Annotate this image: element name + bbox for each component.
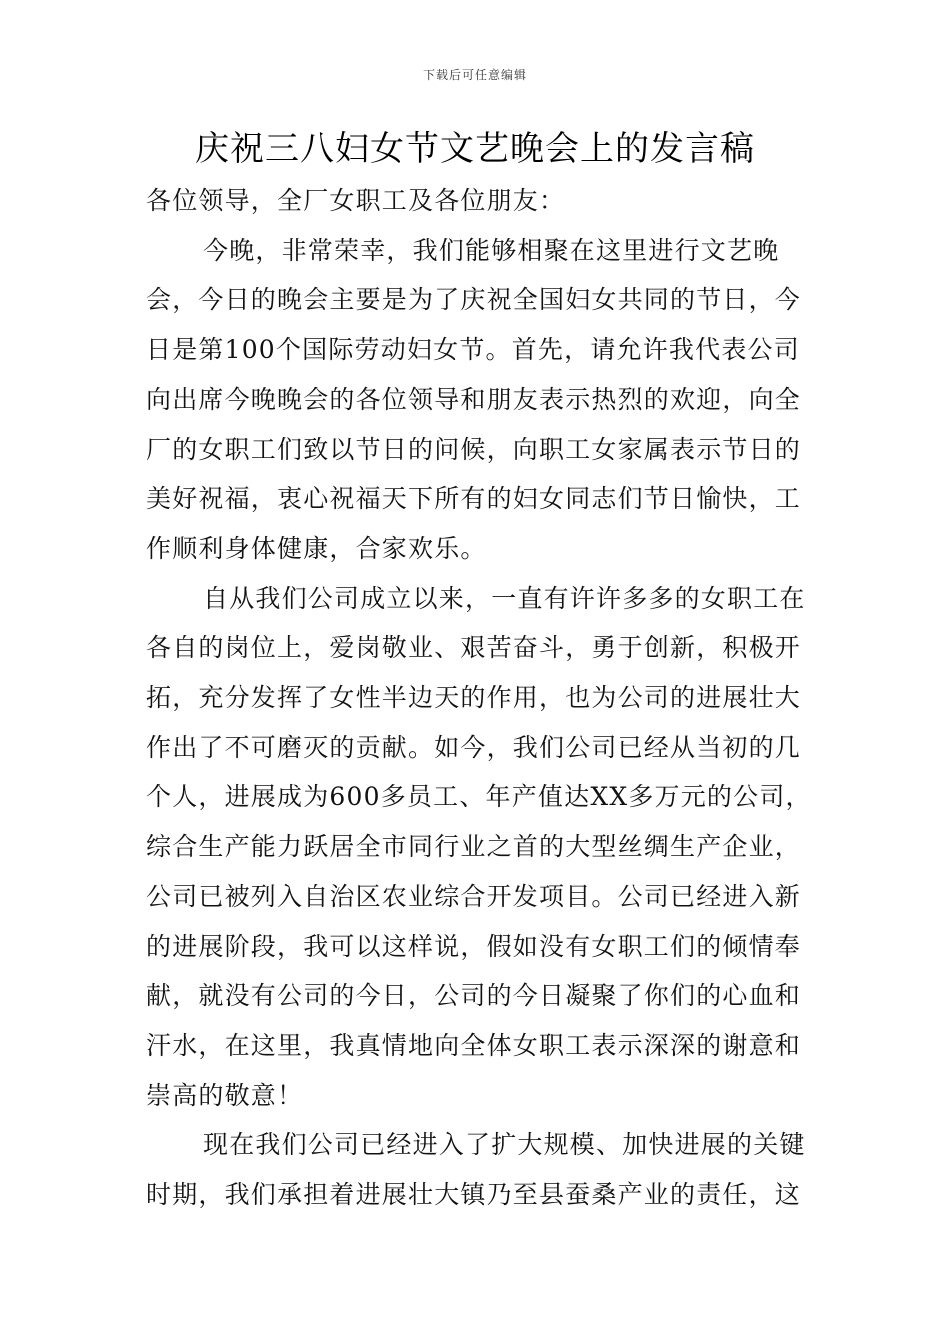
paragraph: 今晚，非常荣幸，我们能够相聚在这里进行文艺晚会，今日的晚会主要是为了庆祝全国妇女共同的节日，今日是第100个国际劳动妇女节。首先，请允许我代表公司向出席今晚晚会的各位领导和朋友表示热烈的欢迎，向全厂的女职工们致以节日的问候，向职工女家属表示节日的美好祝福，衷心祝福天下所有的妇女同志们节日愉快，工作顺利身体健康，合家欢乐。 (146, 235, 802, 563)
header-note: 下载后可任意编辑 (422, 68, 527, 82)
document-body (146, 176, 826, 1220)
document-title: 庆祝三八妇女节文艺晚会上的发言稿 (195, 129, 755, 169)
paragraph: 自从我们公司成立以来，一直有许许多多的女职工在各自的岗位上，爱岗敬业、艰苦奋斗，勇于创新，积极开拓，充分发挥了女性半边天的作用，也为公司的进展壮大作出了不可磨灭的贡献。如今，我们公司已经从当初的几个人，进展成为600多员工、年产值达XX多万元的公司，综合生产能力跃居全市同行业之首的大型丝绸生产企业，公司已被列入自治区农业综合开发项目。公司已经进入新的进展阶段，我可以这样说，假如没有女职工们的倾情奉献，就没有公司的今日，公司的今日凝聚了你们的心血和汗水，在这里，我真情地向全体女职工表示深深的谢意和崇高的敬意！ (146, 583, 812, 1110)
salutation: 各位领导，全厂女职工及各位朋友： (146, 186, 566, 215)
paragraph: 现在我们公司已经进入了扩大规模、加快进展的关键时期，我们承担着进展壮大镇乃至县蚕桑产业的责任，这 (146, 1130, 806, 1210)
